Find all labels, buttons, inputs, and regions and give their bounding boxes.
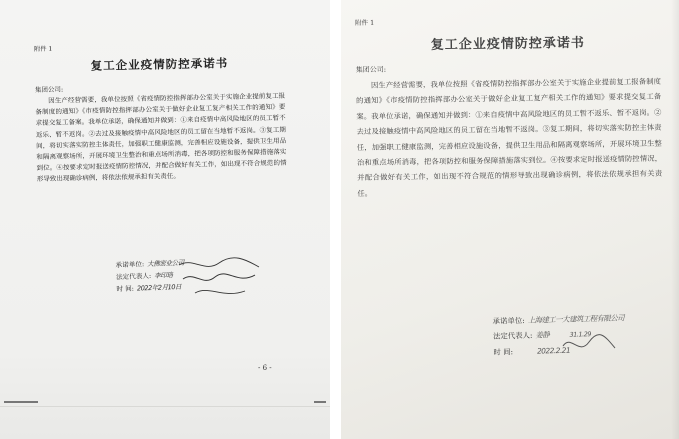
sign-unit-label: 承诺单位:	[115, 260, 145, 270]
salutation: 集团公司:	[355, 65, 387, 74]
attachment-label: 附件 1	[355, 18, 375, 27]
page-edge-divider	[0, 406, 330, 407]
sign-time-label: 时 间:	[493, 347, 514, 357]
edge-mark-right	[314, 401, 326, 403]
document-title: 复工企业疫情防控承诺书	[90, 55, 229, 73]
attachment-label: 附件 1	[34, 45, 53, 53]
right-document	[355, 14, 663, 201]
right-document-photo	[341, 0, 679, 439]
sign-rep-label: 法定代表人:	[115, 271, 152, 282]
handwritten-time: 2022年2月10日	[136, 282, 182, 293]
handwritten-extra: 31.1.29	[569, 330, 592, 339]
document-body: 因生产经营需要，我单位按照《省疫情防控指挥部办公室关于实施企业提前复工报备制度的通知》《市疫情防控指挥部办公室关于做好企业复工复产相关工作的通知》要求提交复工备案。我单位承诺，确保通知并做到：①来自疫情中高风险地区的员工暂不返乐、暂不返岗。②去过及接触疫情中高风险地区的员工留在当地暂不返岗。③复工期间，将切实落实防控主体责任，加强职工健康监测，完善相应设施设备，提供卫生用品和隔离观察场所，开展环境卫生整治和重点场所消毒，把各项防控和服务保障措施落实到位。④按要求定时报送疫情防控情况，并配合做好有关工作，如出现不符合规范的情形导致出现确诊病例，将依法依规承担有关责任。	[356, 76, 663, 198]
signature-scribble-icon	[559, 330, 619, 360]
document-body: 因生产经营需要，我单位按照《省疫情防控指挥部办公室关于实施企业提前复工报备制度的通知》《市疫情防控指挥部办公室关于做好企业复工复产相关工作的通知》要求提交复工备案。我单位承诺，确保通知并做到：①来自疫情中高风险地区的员工暂不返乐、暂不返岗。②去过及接触疫情中高风险地区的员工留在当地暂不返岗。③复工期间，将切实落实防控主体责任，加强职工健康监测，完善相应设施设备，提供卫生用品和隔离观察场所，开展环境卫生整治和重点场所消毒，把各项防控和服务保障措施落实到位。④按要求定时报送疫情防控情况，并配合做好有关工作，如出现不符合规范的情形导致出现确诊病例，将依法依规承担有关责任。	[35, 91, 287, 184]
sign-time-label: 时 间:	[116, 284, 135, 294]
handwritten-rep: 姜静	[535, 330, 550, 340]
left-document	[34, 39, 287, 186]
handwritten-rep: 李印珞	[154, 271, 173, 280]
sign-unit-label: 承诺单位:	[492, 315, 525, 326]
handwritten-unit: 上海建工一大建筑工程有限公司	[527, 313, 625, 325]
salutation: 集团公司:	[34, 85, 64, 94]
page-number: - 6 -	[258, 364, 272, 372]
left-document-photo	[0, 0, 330, 439]
handwritten-time: 2022.2.21	[536, 345, 571, 356]
document-title: 复工企业疫情防控承诺书	[430, 35, 585, 53]
edge-mark-left	[4, 401, 38, 403]
signature-scribble-icon	[175, 255, 265, 307]
handwritten-unit: 大佛密业公司	[147, 258, 184, 269]
sign-rep-label: 法定代表人:	[492, 330, 533, 341]
